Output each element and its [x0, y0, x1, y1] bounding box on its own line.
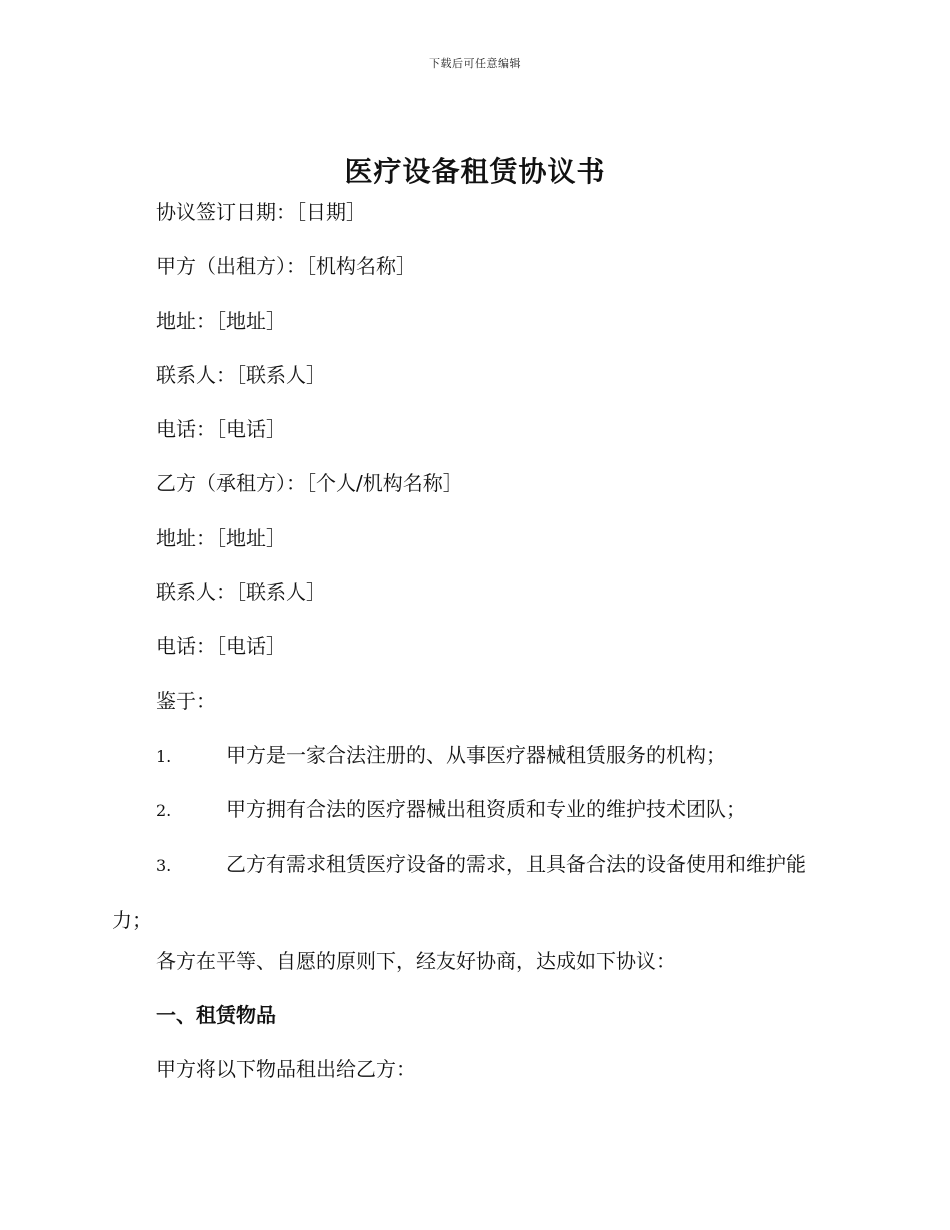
list-number: 3.: [156, 855, 172, 875]
list-number: 2.: [156, 801, 172, 821]
party-a-address-line: 地址：［地址］: [156, 308, 286, 333]
list-text: 甲方是一家合法注册的、从事医疗器械租赁服务的机构；: [226, 742, 726, 767]
party-b-address-line: 地址：［地址］: [156, 525, 286, 550]
document-body: [112, 196, 838, 1107]
signing-date-line: 协议签订日期：［日期］: [156, 200, 366, 224]
party-b-contact-line: 联系人：［联系人］: [156, 580, 326, 605]
whereas-label: 鉴于：: [156, 688, 216, 713]
list-number: 1.: [156, 746, 172, 766]
whereas-item-3: [112, 837, 838, 945]
list-text: 甲方拥有合法的医疗器械出租资质和专业的维护技术团队；: [226, 797, 746, 822]
party-b-line: 乙方（承租方）：［个人/机构名称］: [156, 471, 463, 496]
page-title: 医疗设备租赁协议书: [344, 155, 606, 188]
whereas-item-1: [112, 739, 838, 793]
section-1-heading: 一、租赁物品: [156, 1002, 276, 1027]
section-1-text: 甲方将以下物品租出给乙方：: [156, 1057, 416, 1082]
list-text: 乙方有需求租赁医疗设备的需求，且具备合法的设备使用和维护能力；: [112, 851, 806, 932]
party-b-phone-line: 电话：［电话］: [156, 634, 286, 659]
party-a-contact-line: 联系人：［联系人］: [156, 362, 326, 387]
agreement-intro: 各方在平等、自愿的原则下，经友好协商，达成如下协议：: [156, 948, 676, 973]
party-a-line: 甲方（出租方）：［机构名称］: [156, 254, 416, 279]
party-a-phone-line: 电话：［电话］: [156, 417, 286, 442]
header-note: 下载后可任意编辑: [429, 57, 521, 70]
